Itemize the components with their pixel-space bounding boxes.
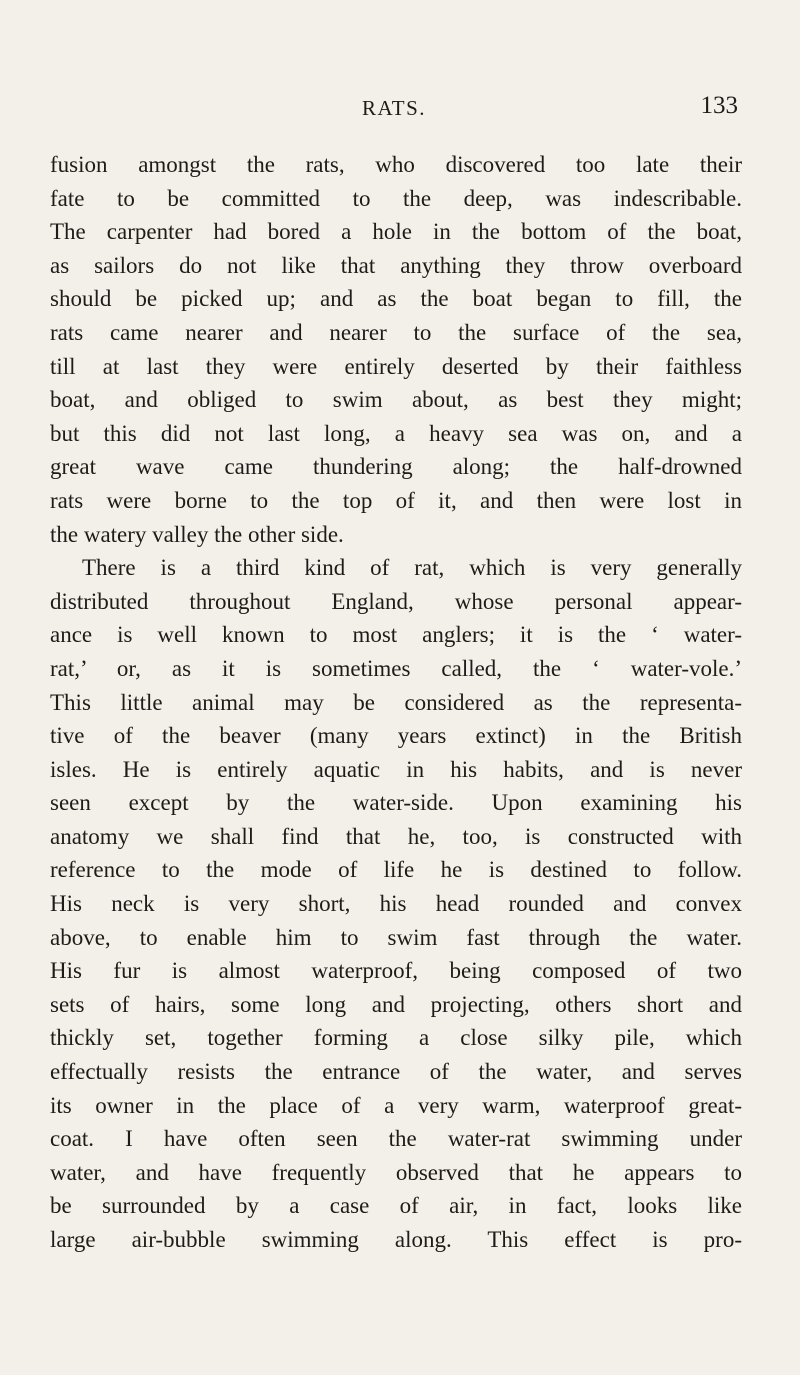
text-line: His neck is very short, his head rounded and convex [50, 891, 742, 917]
text-line: fate to be committed to the deep, was indescribable. [50, 185, 742, 211]
text-line: boat, and obliged to swim about, as best they might; [50, 387, 742, 413]
text-line: isles. He is entirely aquatic in his habits, and is never [50, 756, 742, 782]
text-line: distributed throughout England, whose personal appear- [50, 588, 742, 614]
running-head [50, 88, 738, 128]
body-text [50, 148, 742, 1257]
page-number: 133 [700, 92, 738, 119]
text-line: rats were borne to the top of it, and then were lost in [50, 487, 742, 513]
text-line: till at last they were entirely deserted by their faithless [50, 353, 742, 379]
text-line: anatomy we shall find that he, too, is constructed with [50, 823, 742, 849]
text-line: tive of the beaver (many years extinct) in the British [50, 723, 742, 749]
text-line: His fur is almost waterproof, being composed of two [50, 958, 742, 984]
text-line: water, and have frequently observed that he appears to [50, 1159, 742, 1185]
text-line: ance is well known to most anglers; it is the ‘ water- [50, 622, 742, 648]
text-line: reference to the mode of life he is destined to follow. [50, 857, 742, 883]
text-line: above, to enable him to swim fast through the water. [50, 924, 742, 950]
text-line: sets of hairs, some long and projecting, others short and [50, 991, 742, 1017]
text-line: great wave came thundering along; the half-drowned [50, 454, 742, 480]
text-line: This little animal may be considered as the representa- [50, 689, 742, 715]
text-line: but this did not last long, a heavy sea was on, and a [50, 420, 742, 446]
text-line: the watery valley the other side. [50, 521, 344, 547]
text-line: There is a third kind of rat, which is very generally [82, 555, 742, 581]
text-line: large air-bubble swimming along. This effect is pro- [50, 1227, 742, 1252]
text-line: thickly set, together forming a close silky pile, which [50, 1025, 742, 1051]
text-line: should be picked up; and as the boat began to fill, the [50, 286, 742, 312]
running-title: RATS. [361, 96, 427, 120]
text-line: effectually resists the entrance of the water, and serves [50, 1059, 742, 1085]
text-line: coat. I have often seen the water-rat swimming under [50, 1126, 742, 1152]
text-line: fusion amongst the rats, who discovered too late their [50, 152, 742, 177]
text-line: rats came nearer and nearer to the surface of the sea, [50, 319, 742, 345]
text-line: seen except by the water-side. Upon examining his [50, 790, 742, 816]
text-line: The carpenter had bored a hole in the bottom of the boat, [50, 219, 742, 245]
text-line: its owner in the place of a very warm, waterproof great- [50, 1092, 742, 1118]
text-line: rat,’ or, as it is sometimes called, the ‘ water-vole.’ [50, 655, 742, 681]
text-line: as sailors do not like that anything they throw overboard [50, 252, 742, 278]
text-line: be surrounded by a case of air, in fact, looks like [50, 1193, 742, 1219]
